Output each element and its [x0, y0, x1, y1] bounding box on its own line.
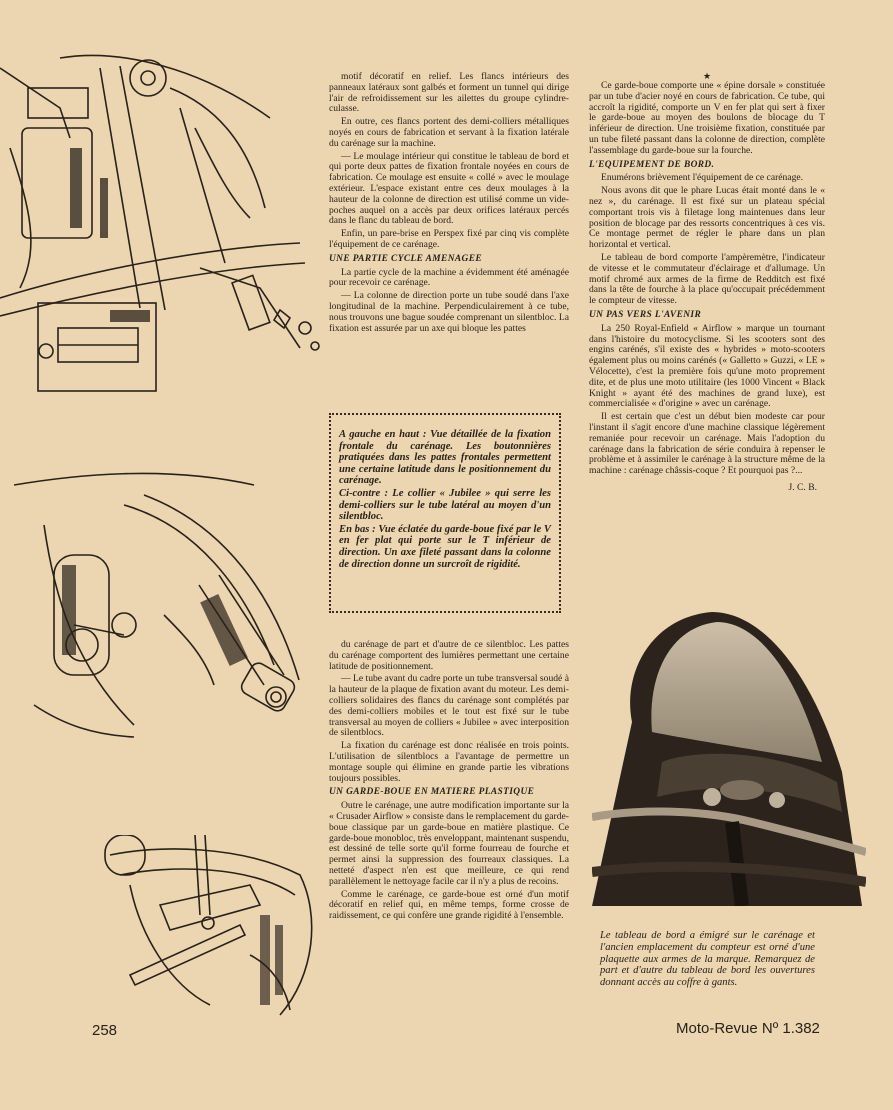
- mudguard-exploded-drawing: [100, 835, 325, 1020]
- paragraph: La 250 Royal-Enfield « Airflow » marque un tournant dans l'histoire du motocyclisme. Si les scooters sont des engins carénés, s'il existe des « hybrides » moto-scooters également plus ou moins carénés (« Galletto » Guzzi, « LE » Vélocette), c'est la première fois qu'une moto proprement dite, et de plus une moto utilitaire (les 1000 Vincent « Black Knight » ayant été des machines de grand luxe), est commercialisée « d'origine » avec un carénage.: [589, 322, 825, 410]
- page-number: 258: [92, 1022, 118, 1039]
- section-heading: UNE PARTIE CYCLE AMENAGEE: [329, 253, 482, 264]
- article-column-3: [589, 72, 825, 596]
- caption-paragraph: A gauche en haut : Vue détaillée de la fixation frontale du carénage. Les boutonnières pratiquées dans les pattes frontales permettent une certaine latitude dans le positionnement du carénage.: [339, 429, 551, 487]
- illustration-caption-box: [329, 413, 561, 613]
- paragraph: Enfin, un pare-brise en Perspex fixé par cinq vis complète l'équipement de ce carénage.: [329, 228, 569, 250]
- article-column-3-body: [589, 72, 825, 477]
- engine-front-fixing-drawing: [0, 48, 325, 410]
- paragraph: du carénage de part et d'autre de ce silentbloc. Les pattes du carénage comportent des lumières permettant une certaine latitude de positionnement.: [329, 640, 569, 672]
- author-signature: J. C. B.: [788, 481, 817, 493]
- article-column-2: [329, 640, 569, 1012]
- paragraph: Ce garde-boue comporte une « épine dorsale » constituée par un tube d'acier noyé en cours de fabrication. Ce tube, qui accroît la rigidité, comporte un V en fer plat qui sert à fixer le garde-boue au moyen des boulons de blocage du T inférieur de direction. Une troisième fixation, constituée par un tube fileté passant dans la colonne de direction, complète l'assemblage du garde-boue sur la fourche.: [589, 80, 825, 156]
- paragraph: Le tableau de bord comporte l'ampèremètre, l'indicateur de vitesse et le commutateur d'éclairage et d'allumage. Un motif chromé aux armes de la firme de Redditch est fixé dans la tête de fourche à la place qu'occupait précédemment le compteur de vitesse.: [589, 251, 825, 307]
- caption-paragraph: Ci-contre : Le collier « Jubilee » qui serre les demi-colliers sur le tube latéral au moyen d'un silentbloc.: [339, 487, 551, 523]
- paragraph: Outre le carénage, une autre modification importante sur la « Crusader Airflow » consiste dans le remplacement du garde-boue classique par un garde-boue en matière plastique. Ce garde-boue monobloc, très enveloppant, maintenant suspendu, est dessiné de telle sorte qu'il forme fourreau de fourche et permet ainsi la suppression des fourreaux classiques. La netteté d'aspect n'en est que meilleure, ce qui rend parallèlement le nettoyage facile car il n'y a plus de recoins.: [329, 800, 569, 887]
- paragraph: Enumérons brièvement l'équipement de ce carénage.: [601, 172, 804, 184]
- paragraph: — Le moulage intérieur qui constitue le tableau de bord et qui porte deux pattes de fixation frontale noyées en cours de fabrication. Ce moulage est ensuite « collé » avec le moulage extérieur. L'espace existant entre ces deux moulages à la hauteur de la colonne de direction est utilisé comme un vide-poches auquel on a accès par deux orifices latéraux percés dans le flanc du tableau de bord.: [329, 150, 569, 227]
- paragraph: motif décoratif en relief. Les flancs intérieurs des panneaux latéraux sont galbés et forment un tunnel qui dirige l'air de refroidissement sur les ailettes du groupe cylindre-culasse.: [329, 72, 569, 115]
- paragraph: Comme le carénage, ce garde-boue est orné d'un motif décoratif en relief qui, en même temps, forme crosse de raidissement, ce qui confère une grande rigidité à l'ensemble.: [329, 888, 569, 922]
- magazine-issue: Moto-Revue Nº 1.382: [676, 1020, 820, 1037]
- caption-paragraph: En bas : Vue éclatée du garde-boue fixé par le V en fer plat qui porte sur le T inférieur de direction. Un axe fileté passant dans la colonne de direction donne un surcroît de rigidité.: [339, 523, 551, 570]
- paragraph: Il est certain que c'est un début bien modeste car pour l'instant il s'agit encore d'une machine classique légèrement remaniée pour recevoir un carénage. Mais l'adoption du carénage dans la fabrication de série conduira à repenser le problème et à assimiler le carénage à la structure même de la machine : carénage châssis-coque ? Et pourquoi pas ?...: [589, 411, 825, 477]
- paragraph: — Le tube avant du cadre porte un tube transversal soudé à la hauteur de la plaque de fixation avant du moteur. Les demi-colliers solidaires des flancs du carénage sont complétés par des demi-colliers mobiles et le tout est fixé sur le tube transversal au moyen de colliers « Jubilee » avec interposition de silentblocs.: [329, 673, 569, 739]
- photo-caption: Le tableau de bord a émigré sur le carénage et l'ancien emplacement du compteur est orné d'une plaquette aux armes de la marque. Remarquez de part et d'autre du tableau de bord les ouvertures donnant accès au coffre à gants.: [600, 930, 815, 989]
- paragraph: La partie cycle de la machine a évidemment été aménagée pour recevoir ce carénage.: [329, 266, 569, 289]
- section-heading: L'EQUIPEMENT DE BORD.: [589, 159, 715, 170]
- paragraph: En outre, ces flancs portent des demi-colliers métalliques noyés en cours de fabrication et servant à la fixation latérale du carénage sur la machine.: [329, 116, 569, 149]
- section-heading: UN PAS VERS L'AVENIR: [589, 309, 702, 320]
- dashboard-photo: [592, 612, 866, 906]
- paragraph: La fixation du carénage est donc réalisée en trois points. L'utilisation de silentblocs a l'avantage de permettre un montage souple qui élimine en grande partie les vibrations toujours possibles.: [329, 740, 569, 784]
- jubilee-collar-drawing: [14, 465, 324, 760]
- star-icon: ★: [702, 72, 712, 81]
- paragraph: — La colonne de direction porte un tube soudé dans l'axe longitudinal de la machine. Perpendiculairement à ce tube, nous trouvons une bague soudée comprenant un silentbloc. La fixation est assurée par un axe qui bloque les pattes: [329, 290, 569, 334]
- section-heading: UN GARDE-BOUE EN MATIERE PLASTIQUE: [329, 787, 535, 798]
- paragraph: Nous avons dit que le phare Lucas était monté dans le « nez », du carénage. Il est fixé sur un plateau spécial comportant trois vis à filetage long maintenues dans leur position de blocage par des ressorts concentriques à ces vis. Ce montage permet de régler le phare dans un plan horizontal et vertical.: [589, 185, 825, 251]
- article-column-1: [329, 72, 569, 400]
